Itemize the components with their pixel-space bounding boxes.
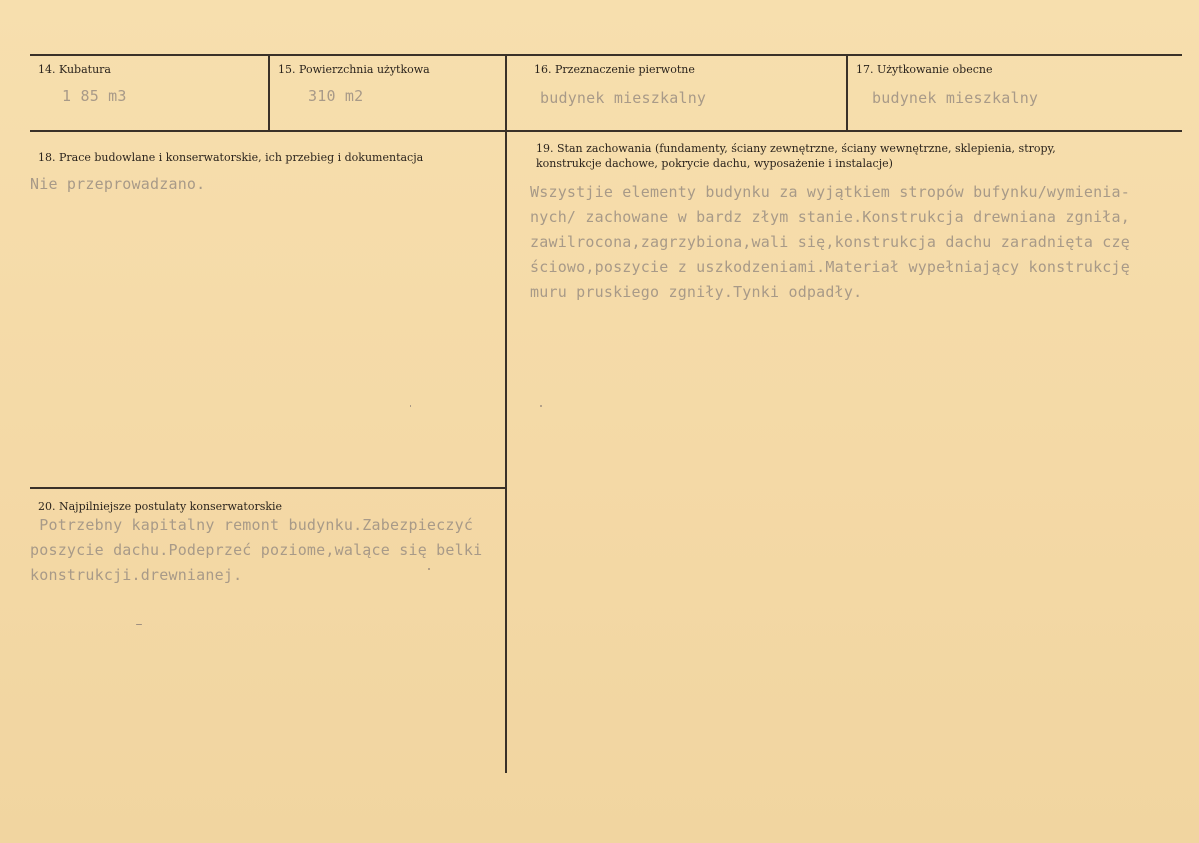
field17-label: 17. Użytkowanie obecne [856, 63, 993, 76]
field19-line: muru pruskiego zgniły.Tynki odpadły. [530, 283, 863, 301]
field19-line: nych/ zachowane w bardz złym stanie.Konstrukcja drewniana zgniła, [530, 208, 1130, 226]
field20-line: konstrukcji.drewnianej. [30, 566, 243, 584]
field19-label-line2: konstrukcje dachowe, pokrycie dachu, wyposażenie i instalacje) [536, 157, 893, 170]
paper-speck [540, 405, 542, 407]
field19-line: Wszystjie elementy budynku za wyjątkiem stropów bufynku/wymienia- [530, 183, 1130, 201]
field15-label: 15. Powierzchnia użytkowa [278, 63, 430, 76]
field19-label-line1: 19. Stan zachowania (fundamenty, ściany zewnętrzne, ściany wewnętrzne, sklepienia, stropy, [536, 142, 1056, 155]
paper-speck [136, 624, 142, 625]
col-divider-3 [846, 55, 848, 131]
field20-line: poszycie dachu.Podeprzeć poziome,walące się belki [30, 541, 483, 559]
top-rule [30, 54, 1182, 56]
field15-value: 310 m2 [308, 87, 364, 105]
field19-line: zawilrocona,zagrzybiona,wali się,konstrukcja dachu zaradnięta czę [530, 233, 1130, 251]
field17-value: budynek mieszkalny [872, 89, 1039, 107]
row1-bottom-rule [30, 130, 1182, 132]
field16-label: 16. Przeznaczenie pierwotne [534, 63, 695, 76]
field16-value: budynek mieszkalny [540, 89, 707, 107]
field20-label: 20. Najpilniejsze postulaty konserwatorskie [38, 500, 283, 513]
paper-speck [410, 405, 411, 407]
field18-label: 18. Prace budowlane i konserwatorskie, ich przebieg i dokumentacja [38, 151, 424, 164]
field20-line: Potrzebny kapitalny remont budynku.Zabezpieczyć [30, 516, 474, 534]
field18-value: Nie przeprowadzano. [30, 175, 206, 193]
field18-bottom-rule [30, 487, 506, 489]
field14-label: 14. Kubatura [38, 63, 111, 76]
field19-line: ściowo,poszycie z uszkodzeniami.Materiał wypełniający konstrukcję [530, 258, 1130, 276]
col-divider-1 [268, 55, 270, 131]
field14-value: 1 85 m3 [62, 87, 127, 105]
paper-speck [428, 568, 430, 570]
col-divider-2 [505, 55, 507, 773]
